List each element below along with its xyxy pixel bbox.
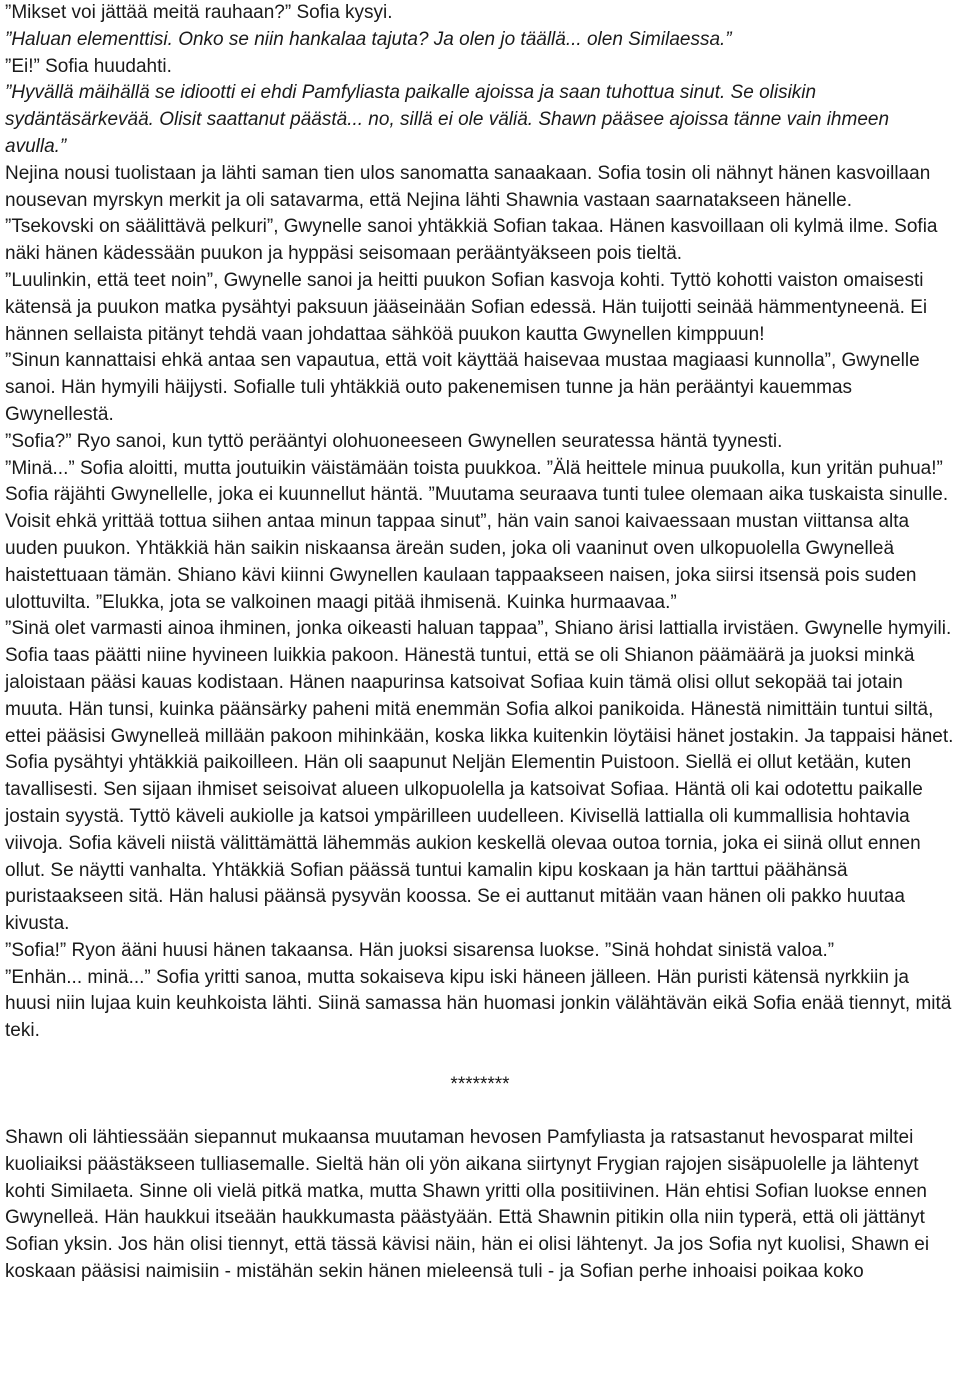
dialogue-paragraph: ”Luulinkin, että teet noin”, Gwynelle sanoi ja heitti puukon Sofian kasvoja kohti. Tyttö kohotti vaiston omaisesti kätensä ja puukon matka pysähtyi paksuun jääseinään Sofian edessä. Hän tuijotti seinää hämmentyneenä. Ei hännen sellaista pitänyt tehdä vaan johdattaa sähköä puukon kautta Gwynellen kimppuun! <box>5 269 928 345</box>
dialogue-paragraph: ”Tsekovski on säälittävä pelkuri”, Gwynelle sanoi yhtäkkiä Sofian takaa. Hänen kasvoillaan oli kylmä ilme. Sofia näki hänen kädessään puukon ja hyppäsi seisomaan perääntyäkseen pois tieltä. <box>5 216 938 265</box>
narrative-paragraph: Shawn oli lähtiessään siepannut mukaansa muutaman hevosen Pamfyliasta ja ratsastanut hevosparat miltei kuoliaiksi päästäkseen tulliasemalle. Sieltä hän oli yön aikana siirtynyt Frygian rajojen sisäpuolelle ja lähtenyt kohti Similaeta. Sinne oli vielä pitkä matka, mutta Shawn yritti olla positiivinen. Hän ehtisi Sofian luokse ennen Gwynelleä. Hän haukkui itseään haukkumasta päästyään. Että Shawnin pitikin olla niin typerä, että oli jättänyt Sofian yksin. Jos hän olisi tiennyt, että tässä kävisi näin, hän ei olisi lähtenyt. Ja jos Sofia nyt kuolisi, Shawn ei koskaan pääsisi naimisiin - mistähän sekin hänen mieleensä tuli - ja Sofian perhe inhoaisi poikaa koko <box>5 1127 930 1283</box>
dialogue-paragraph: ”Mikset voi jättää meitä rauhaan?” Sofia kysyi. <box>5 2 393 23</box>
dialogue-paragraph: ”Ei!” Sofia huudahti. <box>5 55 172 77</box>
narrative-paragraph: Nejina nousi tuolistaan ja lähti saman tien ulos sanomatta sanaakaan. Sofia tosin oli nähnyt hänen kasvoillaan nousevan myrskyn merkit ja oli satavarma, että Nejina lähti Shawnia vastaan saarnatakseen hänelle. <box>5 162 931 211</box>
dialogue-paragraph: ”Haluan elementtisi. Onko se niin hankalaa tajuta? Ja olen jo täällä... olen Similaessa.” <box>5 28 732 50</box>
dialogue-paragraph: ”Sinun kannattaisi ehkä antaa sen vapautua, että voit käyttää haisevaa mustaa magiaasi kunnolla”, Gwynelle sanoi. Hän hymyili häijysti. Sofialle tuli yhtäkkiä outo pakenemisen tunne ja hän perääntyi kauemmas Gwynellestä. <box>5 350 920 425</box>
dialogue-paragraph: ”Minä...” Sofia aloitti, mutta joutuikin väistämään toista puukkoa. ”Älä heittele minua puukolla, kun yritän puhua!” Sofia räjähti Gwynellelle, joka ei kuunnellut häntä. ”Muutama seuraava tunti tulee olemaan aika tuskaista sinulle. Voisit ehkä yrittää tottua siihen antaa minun tappaa sinut”, hän vain sanoi kaivaessaan mustan viittansa alta uuden puukon. Yhtäkkiä hän saikin niskaansa äreän suden, joka oli vaaninut oven ulkopuolella Gwynelleä haistettuaan tämän. Shiano kävi kiinni Gwynellen kaulaan tappaakseen naisen, joka siirsi itsensä pois suden ulottuvilta. ”Elukka, jota se valkoinen maagi pitää ihmisenä. Kuinka hurmaavaa.” <box>5 457 949 613</box>
dialogue-paragraph: ”Enhän... minä...” Sofia yritti sanoa, mutta sokaiseva kipu iski häneen jälleen. Hän puristi kätensä nyrkkiin ja huusi niin lujaa kuin keuhkoista lähti. Siinä samassa hän huomasi jonkin välähtävän eikä Sofia enää tiennyt, mitä teki. <box>5 966 952 1042</box>
dialogue-paragraph: ”Hyvällä mäihällä se idiootti ei ehdi Pamfyliasta paikalle ajoissa ja saan tuhottua sinut. Se olisikin sydäntäsärkevää. Olisit saattanut päästä... no, sillä ei ole väliä. Shawn pääsee ajoissa tänne vain ihmeen avulla.” <box>5 82 890 157</box>
section-separator: ******** <box>450 1074 510 1096</box>
story-section-1 <box>5 0 955 1045</box>
document-page <box>5 0 955 1286</box>
dialogue-paragraph: ”Sinä olet varmasti ainoa ihminen, jonka oikeasti haluan tappaa”, Shiano ärisi lattialla irvistäen. Gwynelle hymyili. Sofia taas päätti niine hyvineen luikkia pakoon. Hänestä tuntui, että se oli Shianon päämäärä ja juoksi minkä jaloistaan pääsi kauas kodistaan. Hänen naapurinsa katsoivat Sofiaa kuin tämä olisi ollut sekopää tai jotain muuta. Hän tunsi, kuinka päänsärky paheni mitä enemmän Sofia alkoi panikoida. Hänestä nimittäin tuntui siltä, ettei pääsisi Gwynelleä millään pakoon mihinkään, koska likka kuitenkin löytäisi hänet jostakin. Ja tappaisi hänet. Sofia pysähtyi yhtäkkiä paikoilleen. Hän oli saapunut Neljän Elementin Puistoon. Siellä ei ollut ketään, kuten tavallisesti. Sen sijaan ihmiset seisoivat alueen ulkopuolella ja katsoivat Sofiaa. Häntä oli kai odotettu paikalle jostain syystä. Tyttö käveli aukiolle ja katsoi ympärilleen uudelleen. Kivisellä lattialla oli kummallisia hohtavia viivoja. Sofia käveli niistä välittämättä lähemmäs aukion keskellä olevaa outoa tornia, joka ei siinä ollut ennen ollut. Se näytti vanhalta. Yhtäkkiä Sofian päässä tuntui kamalin kipu koskaan ja hän tarttui päähänsä puristaakseen sitä. Hän halusi päänsä pysyvän koossa. Se ei auttanut mitään vaan hänen oli pakko huutaa kivusta. <box>5 618 954 935</box>
dialogue-paragraph: ”Sofia!” Ryon ääni huusi hänen takaansa. Hän juoksi sisarensa luokse. ”Sinä hohdat sinistä valoa.” <box>5 939 835 961</box>
dialogue-paragraph: ”Sofia?” Ryo sanoi, kun tyttö perääntyi olohuoneeseen Gwynellen seuratessa häntä tyynesti. <box>5 430 783 452</box>
story-section-2 <box>5 1125 955 1286</box>
